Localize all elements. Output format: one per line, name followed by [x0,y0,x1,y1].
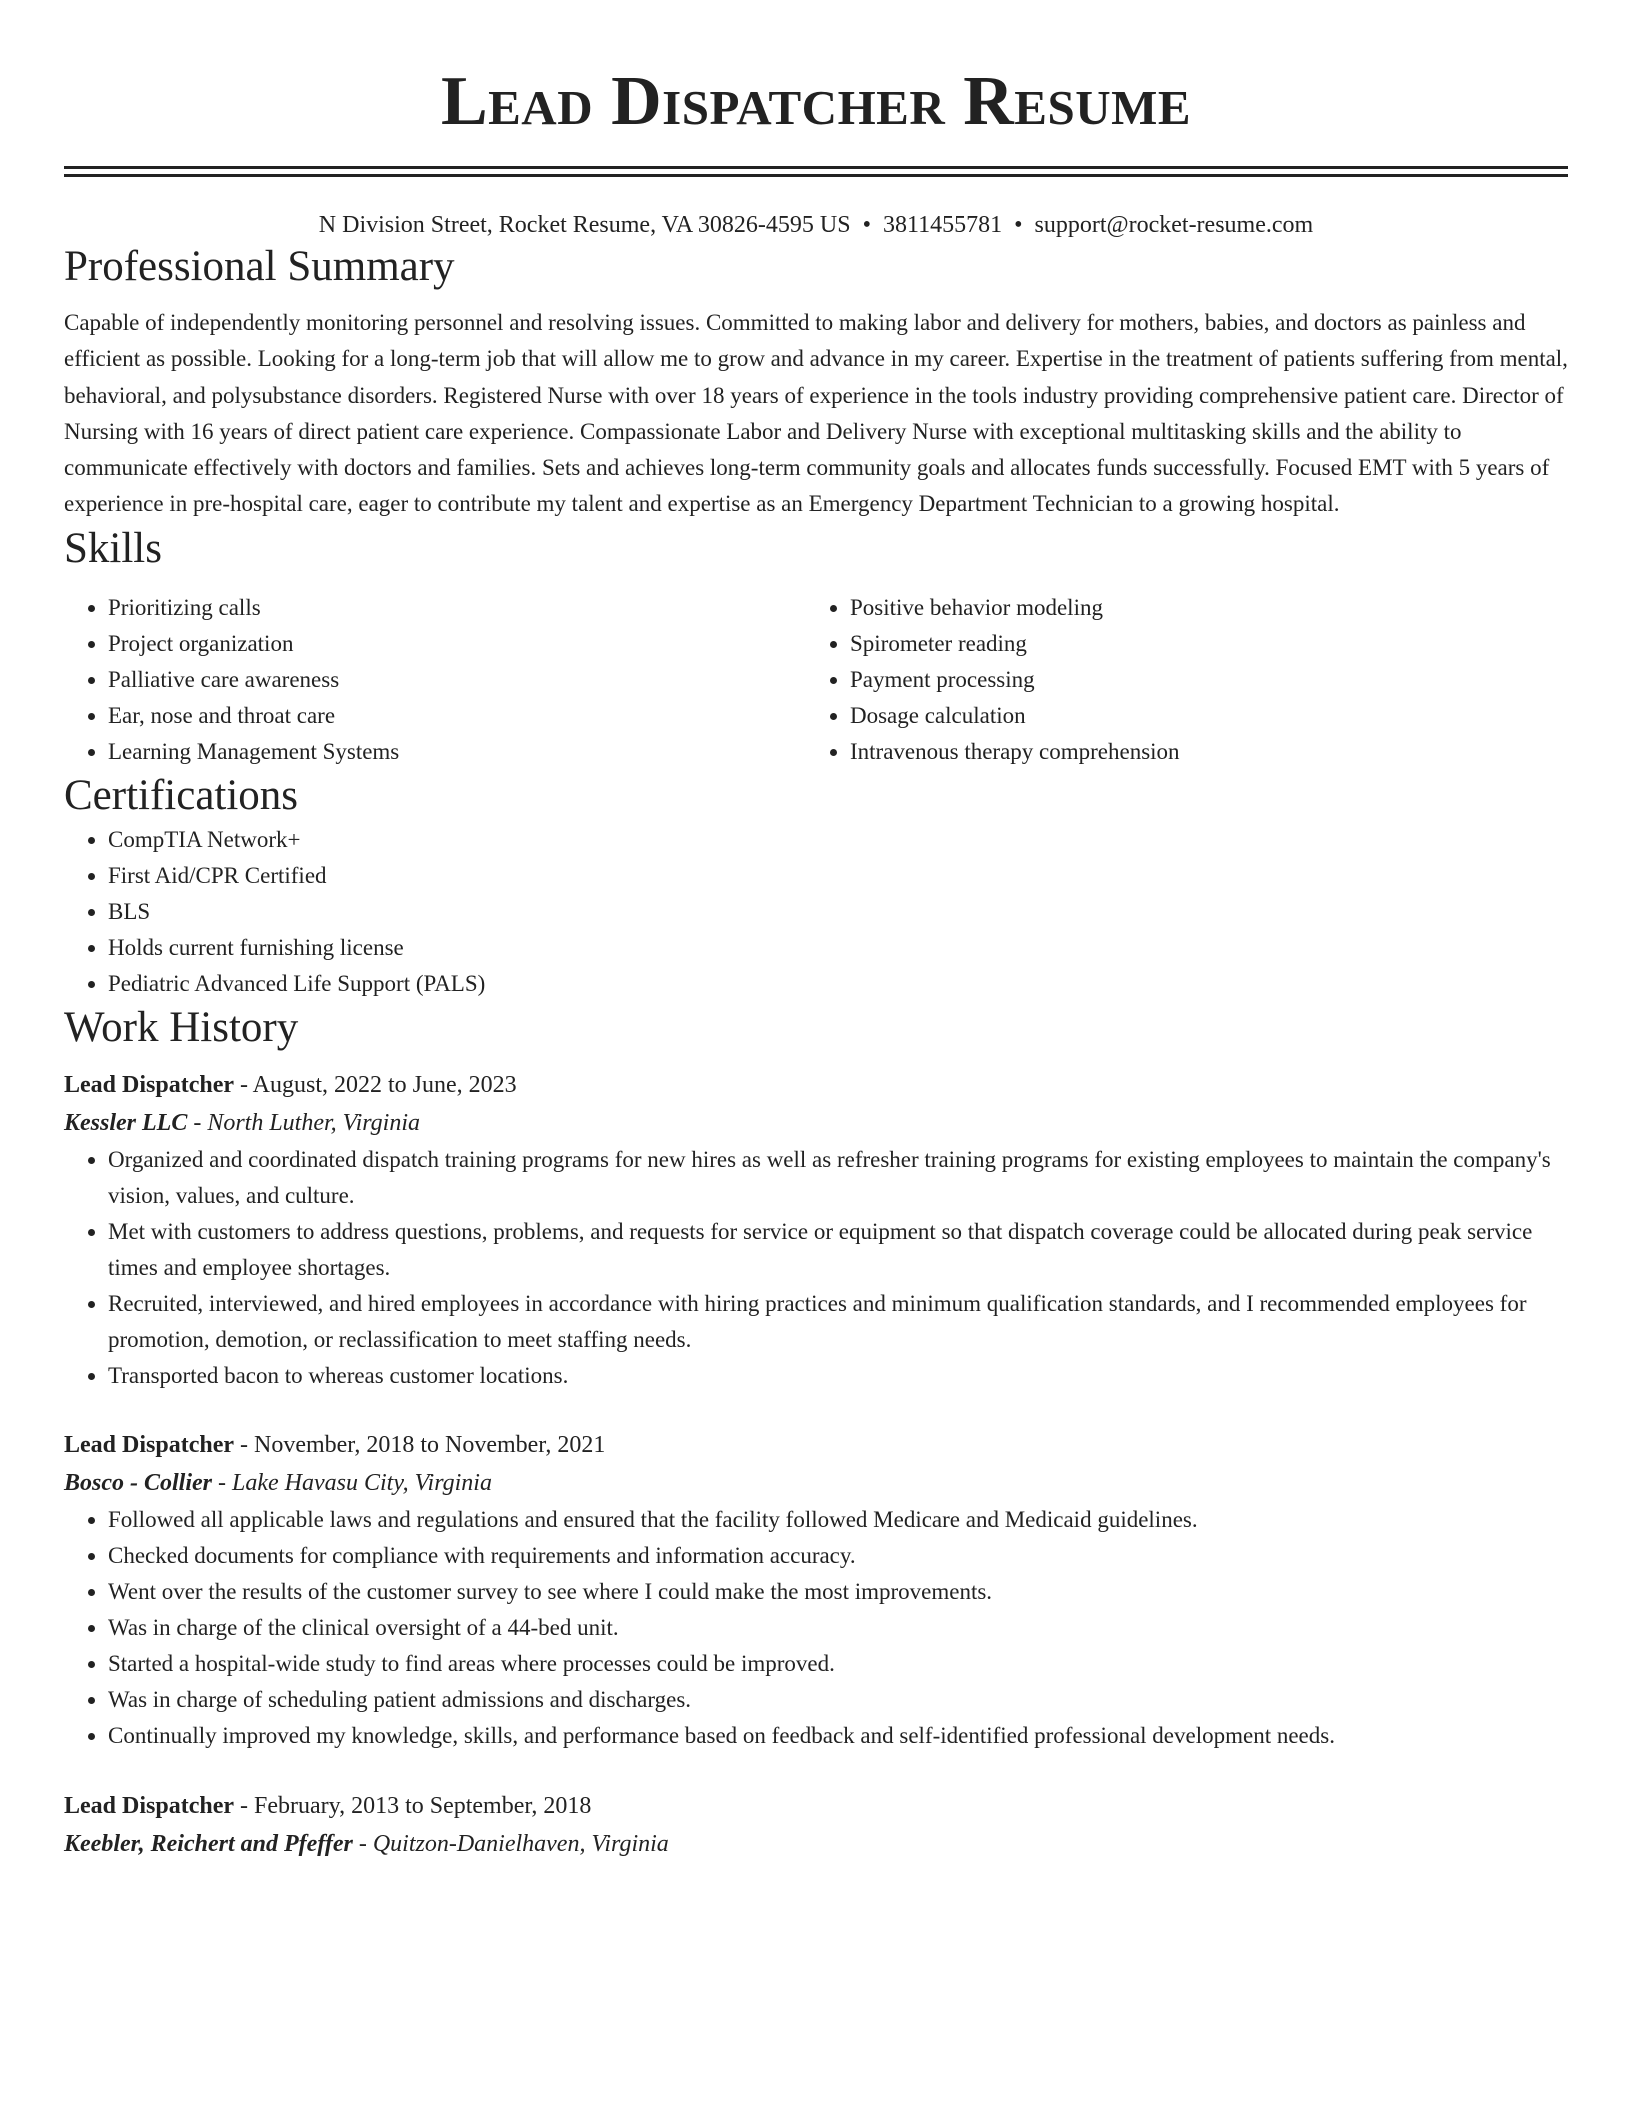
job-role: Lead Dispatcher [64,1071,234,1098]
job-dates: - November, 2018 to November, 2021 [234,1431,606,1458]
job-location: - Quitzon-Danielhaven, Virginia [352,1830,669,1857]
skill-item: • Dosage calculation [850,698,1548,734]
job-duty-item: • Recruited, interviewed, and hired employees in accordance with hiring practices and minimum qualification standards, and I recommended employees for promotion, demotion, or reclassification to meet staffing needs. [108,1286,1568,1358]
job-duty-item: • Organized and coordinated dispatch training programs for new hires as well as refresher training programs for existing employees to maintain the company's vision, values, and culture. [108,1142,1568,1214]
job-company-line [64,1464,1568,1502]
job-entry [64,1426,1568,1754]
job-duty-item: • Was in charge of the clinical oversight of a 44-bed unit. [108,1610,1568,1646]
contact-line [64,209,1568,241]
job-role: Lead Dispatcher [64,1431,234,1458]
bullet-separator: • [862,212,871,238]
skill-item: • Spirometer reading [850,626,1548,662]
summary-paragraph: Capable of independently monitoring personnel and resolving issues. Committed to making labor and delivery for mothers, babies, and doctors as painless and efficient as possible. Looking for a long-term job that will allow me to grow and advance in my career. Expertise in the treatment of patients suffering from mental, behavioral, and polysubstance disorders. Registered Nurse with over 18 years of experience in the tools industry providing comprehensive patient care. Director of Nursing with 16 years of direct patient care experience. Compassionate Labor and Delivery Nurse with exceptional multitasking skills and the ability to communicate effectively with doctors and families. Sets and achieves long-term community goals and allocates funds successfully. Focused EMT with 5 years of experience in pre-hospital care, eager to contribute my talent and expertise as an Emergency Department Technician to a growing hospital. [64,310,1568,517]
skill-item: • Ear, nose and throat care [108,698,806,734]
job-title-line [64,1066,1568,1104]
certification-item: • First Aid/CPR Certified [108,858,1568,894]
contact-address: N Division Street, Rocket Resume, VA 30826-4595 US [318,212,851,238]
certification-item: • CompTIA Network+ [108,822,1568,858]
job-duty-item: • Was in charge of scheduling patient admissions and discharges. [108,1682,1568,1718]
job-dates: - August, 2022 to June, 2023 [234,1071,517,1098]
job-duties-list [64,1502,1568,1754]
certifications-list [64,822,1568,1002]
skill-item: • Positive behavior modeling [850,590,1548,626]
job-location: - Lake Havasu City, Virginia [212,1469,492,1496]
job-title-line [64,1787,1568,1825]
job-location: - North Luther, Virginia [187,1109,421,1136]
job-dates: - February, 2013 to September, 2018 [234,1792,592,1819]
job-duty-item: • Checked documents for compliance with requirements and information accuracy. [108,1538,1568,1574]
skill-item: • Intravenous therapy comprehension [850,734,1548,770]
job-duty-item: • Met with customers to address questions, problems, and requests for service or equipment so that dispatch coverage could be allocated during peak service times and employee shortages. [108,1214,1568,1286]
skills-column-left [64,590,806,770]
contact-phone: 3811455781 [882,212,1003,238]
job-company-line [64,1104,1568,1142]
certification-item: • Holds current furnishing license [108,930,1568,966]
job-duty-item: • Started a hospital-wide study to find areas where processes could be improved. [108,1646,1568,1682]
skill-item: • Learning Management Systems [108,734,806,770]
job-duties-list [64,1142,1568,1394]
job-duty-item: • Followed all applicable laws and regulations and ensured that the facility followed Medicare and Medicaid guidelines. [108,1502,1568,1538]
certification-item: • Pediatric Advanced Life Support (PALS) [108,966,1568,1002]
bullet-separator: • [1014,212,1023,238]
contact-email: support@rocket-resume.com [1034,212,1314,238]
skill-item: • Project organization [108,626,806,662]
job-company: Keebler, Reichert and Pfeffer [64,1830,353,1857]
job-entry [64,1066,1568,1394]
section-heading-certifications: Certifications [64,771,299,819]
skill-item: • Payment processing [850,662,1548,698]
job-company-line [64,1825,1568,1863]
job-company: Kessler LLC [64,1109,188,1136]
section-heading-skills: Skills [64,524,162,572]
title-divider [64,166,1568,169]
job-role: Lead Dispatcher [64,1792,234,1819]
skills-columns [64,590,1568,770]
job-title-line [64,1426,1568,1464]
job-duty-item: • Transported bacon to whereas customer locations. [108,1358,1568,1394]
job-entry [64,1787,1568,1863]
skills-column-right [806,590,1548,770]
section-heading-work-history: Work History [64,1003,299,1051]
skills-list-left [64,590,806,770]
skill-item: • Prioritizing calls [108,590,806,626]
job-duty-item: • Went over the results of the customer survey to see where I could make the most improvements. [108,1574,1568,1610]
certification-item: • BLS [108,894,1568,930]
skills-list-right [806,590,1548,770]
resume-title: Lead Dispatcher Resume [440,63,1192,140]
job-duty-item: • Continually improved my knowledge, skills, and performance based on feedback and self-identified professional development needs. [108,1718,1568,1754]
job-company: Bosco - Collier [64,1469,212,1496]
section-heading-summary: Professional Summary [64,243,455,290]
skill-item: • Palliative care awareness [108,662,806,698]
